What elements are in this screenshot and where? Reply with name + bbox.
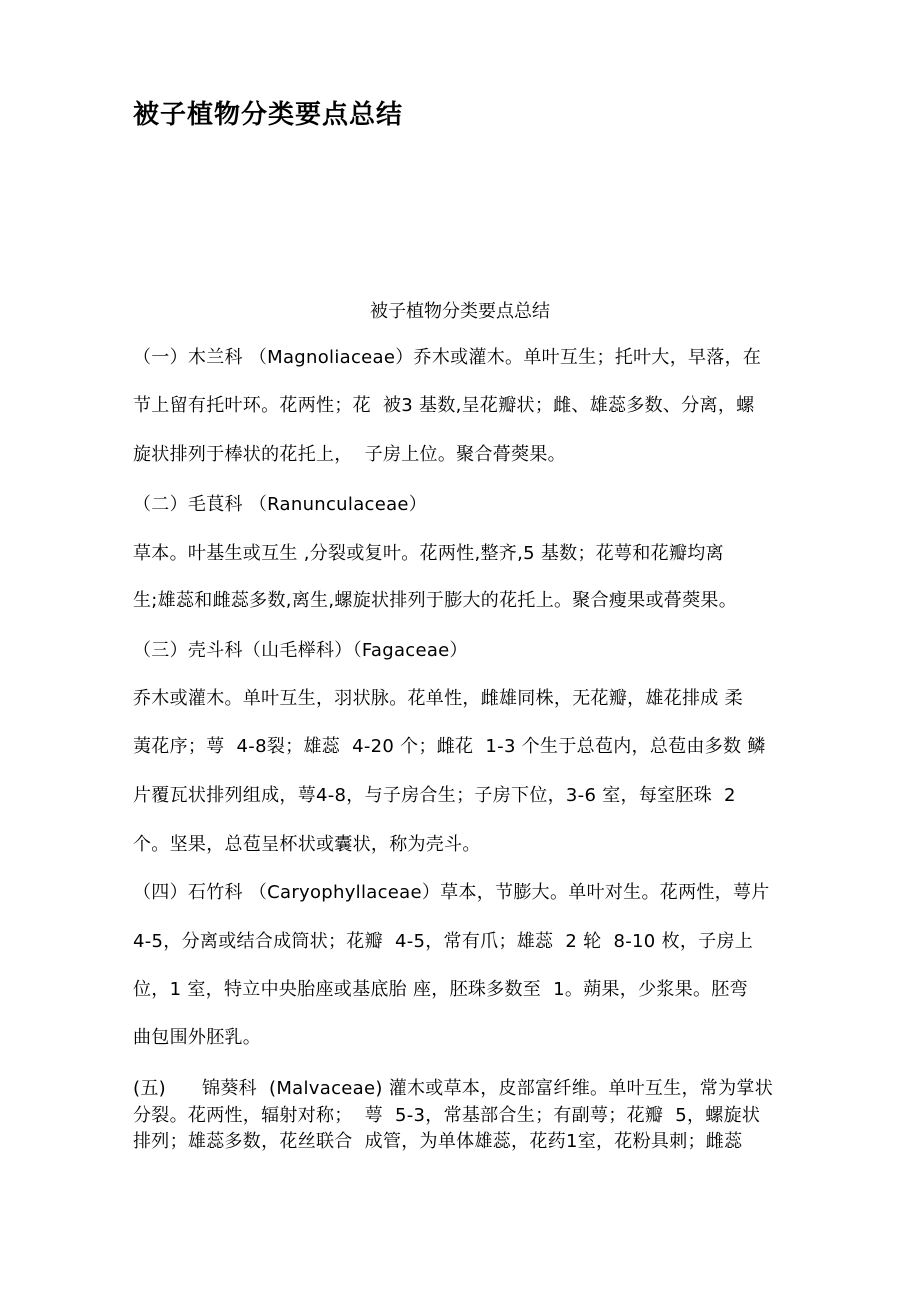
text-line: 旋状排列于棒状的花托上， 子房上位。聚合蓇葖果。 bbox=[133, 444, 566, 465]
text-line: 草本。叶基生或互生 ,分裂或复叶。花两性,整齐,5 基数；花萼和花瓣均离 bbox=[133, 543, 724, 564]
text-line: 位，1 室，特立中央胎座或基底胎 座，胚珠多数至 1。蒴果，少浆果。胚弯 bbox=[133, 979, 748, 1000]
text-line: 片覆瓦状排列组成，萼4-8，与子房合生；子房下位，3-6 室，每室胚珠 2 bbox=[133, 785, 736, 806]
text-line: 排列；雄蕊多数，花丝联合 成管，为单体雄蕊，花药1室，花粉具刺；雌蕊 bbox=[133, 1131, 743, 1152]
text-line: （一）木兰科 （Magnoliaceae）乔木或灌木。单叶互生；托叶大，早落，在 bbox=[133, 347, 762, 368]
text-line: 乔木或灌木。单叶互生，羽状脉。花单性，雌雄同株，无花瓣，雄花排成 柔 bbox=[133, 688, 743, 709]
text-line: （四）石竹科 （Caryophyllaceae）草本，节膨大。单叶对生。花两性，萼片 bbox=[133, 882, 770, 903]
text-line: 个。坚果，总苞呈杯状或囊状，称为壳斗。 bbox=[133, 834, 481, 855]
text-line: 分裂。花两性，辐射对称； 萼 5-3，常基部合生；有副萼；花瓣 5，螺旋状 bbox=[133, 1105, 761, 1126]
section-heading: （二）毛茛科 （Ranunculaceae） bbox=[133, 494, 428, 515]
document-subtitle: 被子植物分类要点总结 bbox=[370, 301, 550, 322]
text-line: 曲包围外胚乳。 bbox=[133, 1027, 262, 1048]
document-title: 被子植物分类要点总结 bbox=[133, 100, 404, 130]
text-line: 节上留有托叶环。花两性；花 被3 基数,呈花瓣状；雌、雄蕊多数、分离，螺 bbox=[133, 395, 755, 416]
text-line: 4-5，分离或结合成筒状；花瓣 4-5，常有爪；雄蕊 2 轮 8-10 枚，子房上 bbox=[133, 931, 754, 952]
section-heading: （三）壳斗科（山毛榉科）（Fagaceae） bbox=[133, 640, 468, 661]
text-line: 荑花序；萼 4-8裂；雄蕊 4-20 个；雌花 1-3 个生于总苞内，总苞由多数 鳞 bbox=[133, 736, 766, 757]
text-line: (五) 锦葵科 (Malvaceae) 灌木或草本，皮部富纤维。单叶互生，常为掌状 bbox=[133, 1078, 774, 1099]
text-line: 生;雄蕊和雌蕊多数,离生,螺旋状排列于膨大的花托上。聚合瘦果或蓇葖果。 bbox=[133, 590, 738, 611]
